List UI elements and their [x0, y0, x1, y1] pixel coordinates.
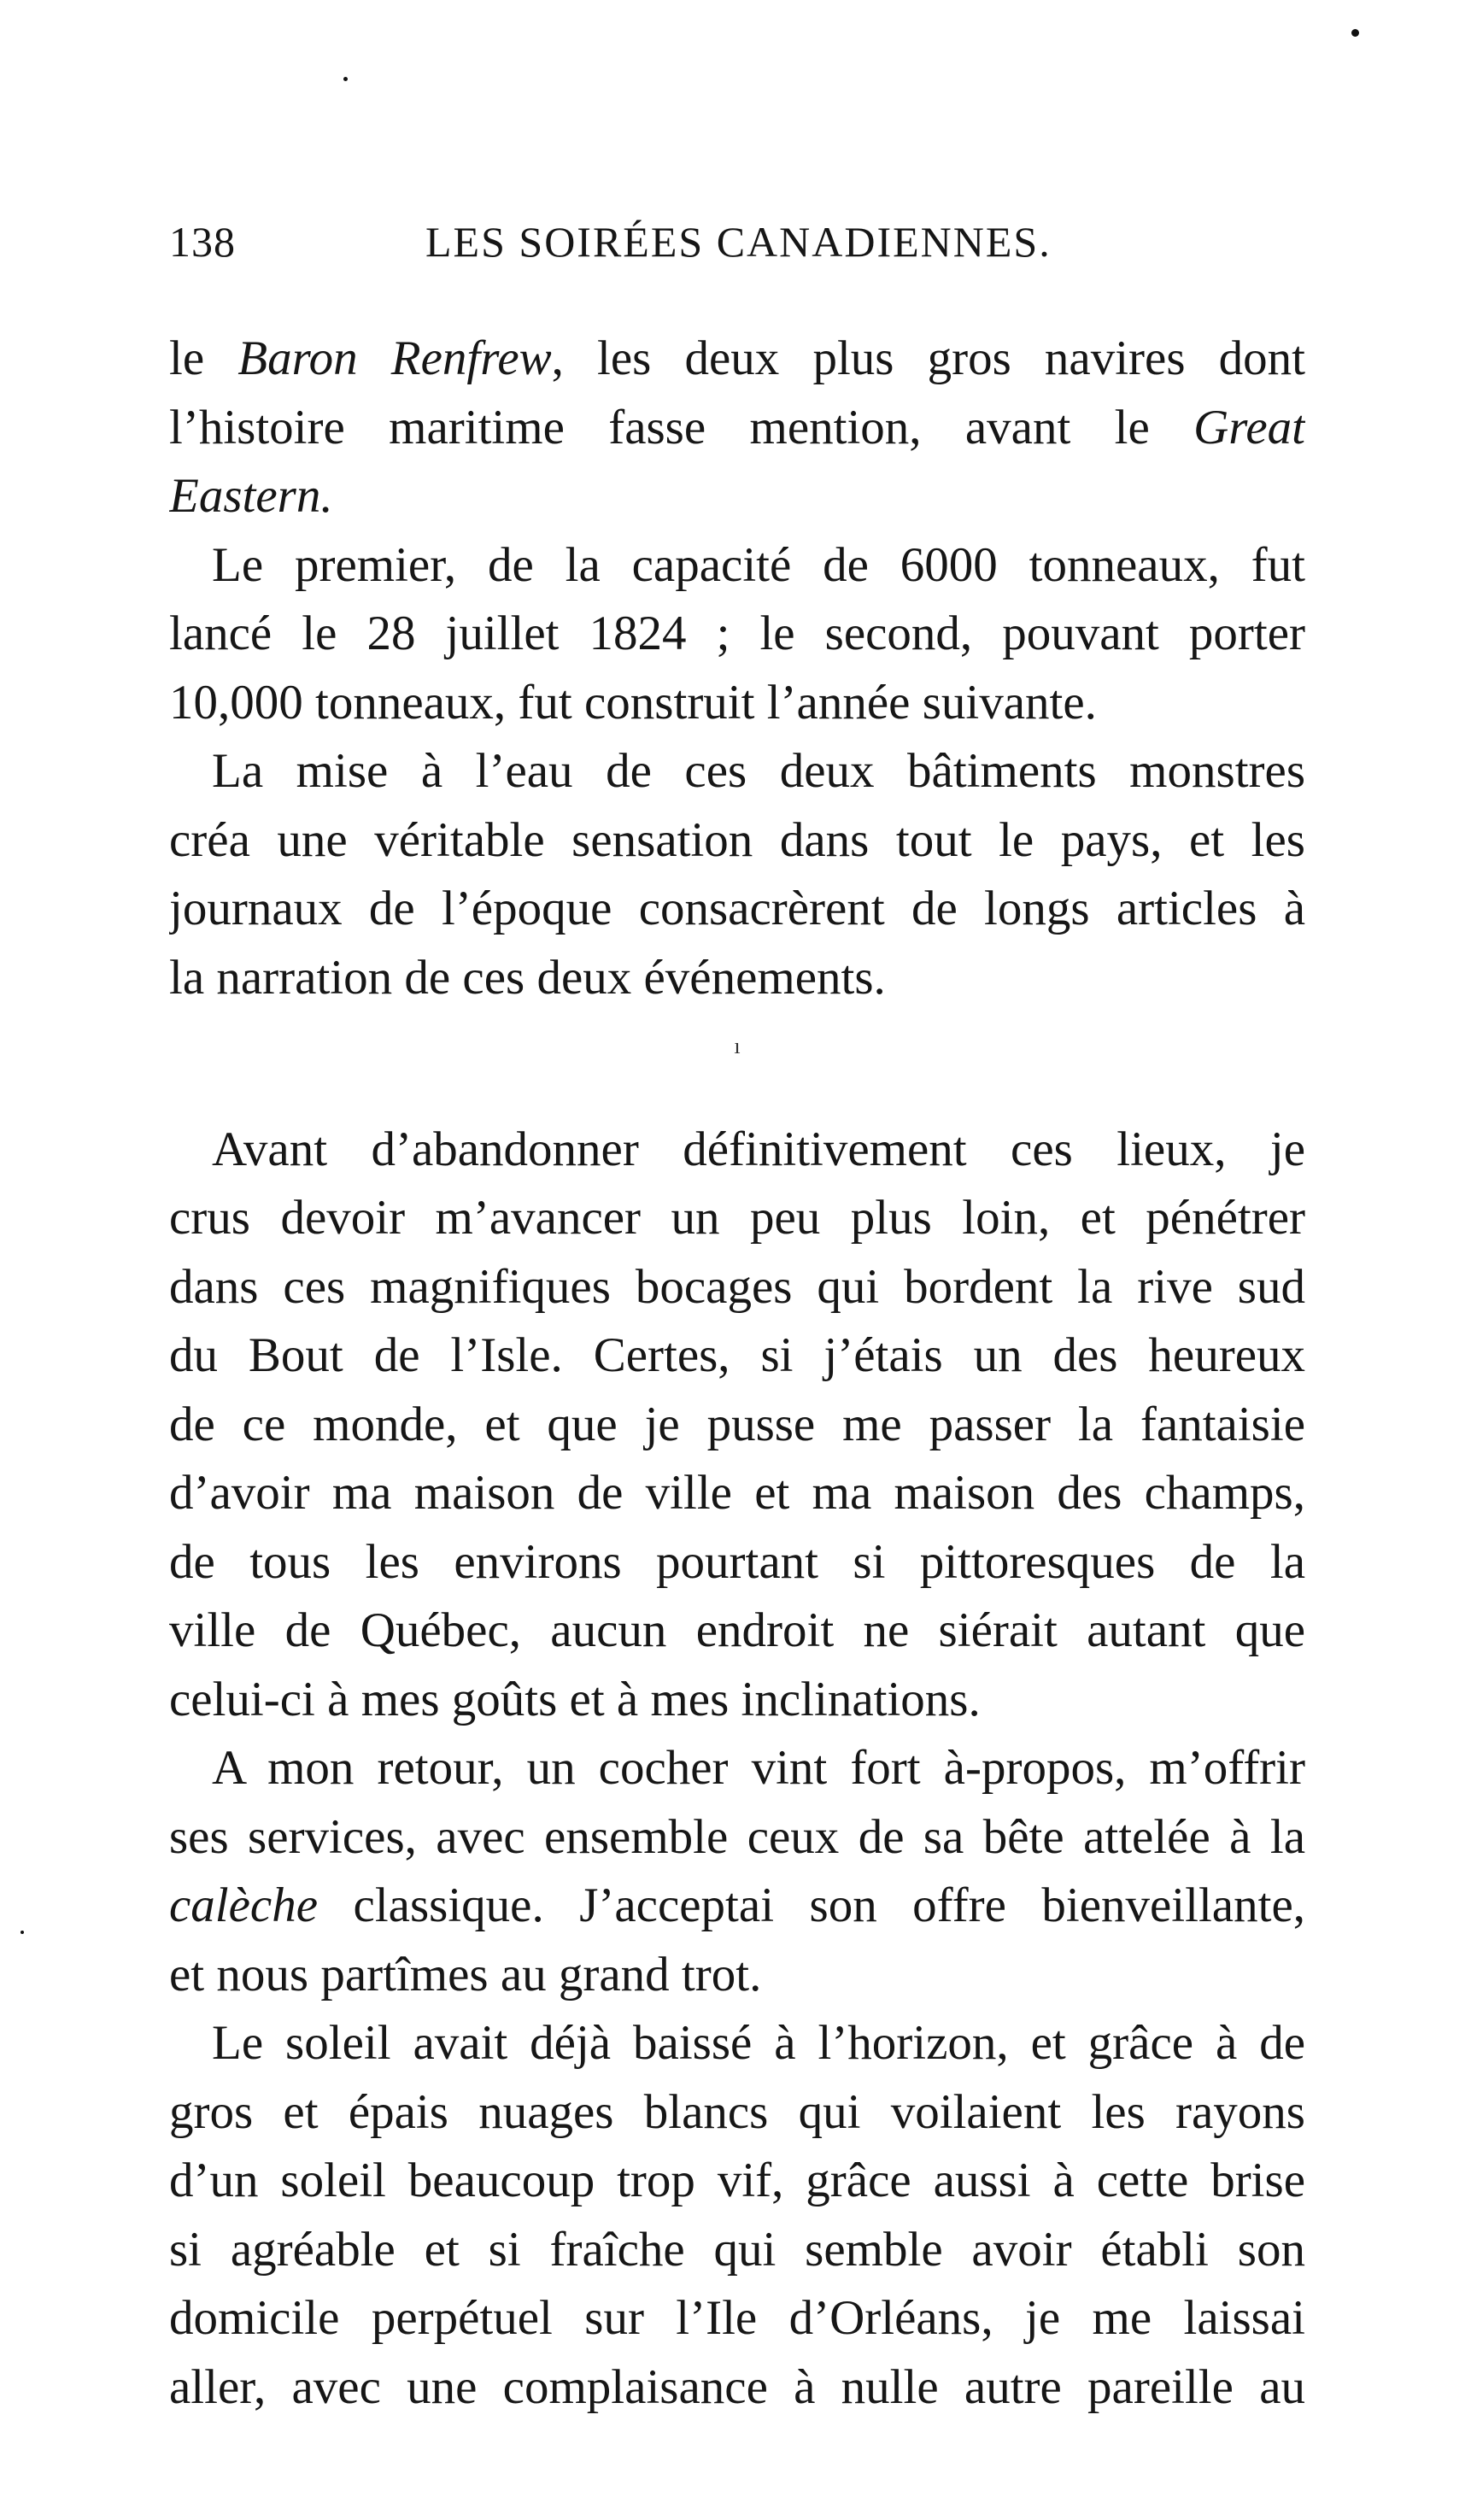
text-line: gros et épais nuages blancs qui voilaient les rayons — [169, 2084, 1305, 2139]
ink-speck — [343, 77, 348, 81]
page-header — [169, 212, 1305, 272]
text-line: si agréable et si fraîche qui semble avoir établi son — [169, 2222, 1305, 2277]
paragraph — [169, 737, 1305, 1012]
text-line: journaux de l’époque consacrèrent de longs articles à — [169, 882, 1305, 935]
text-line: Le premier, de la capacité de 6000 tonneaux, fut — [212, 537, 1305, 592]
text-line: A mon retour, un cocher vint fort à-propos, m’offrir — [212, 1741, 1305, 1795]
ship-name: Baron Renfrew — [237, 331, 552, 385]
section-gap — [169, 1081, 1305, 1116]
text-line: Avant d’abandonner définitivement ces lieux, je — [212, 1122, 1305, 1176]
ink-speck — [21, 1931, 24, 1934]
text-line: domicile perpétuel sur l’Ile d’Orléans, je me laissai — [169, 2291, 1305, 2345]
paragraph — [169, 1734, 1305, 2009]
text-line: dans ces magnifiques bocages qui bordent la rive sud — [169, 1259, 1305, 1314]
text-line: d’un soleil beaucoup trop vif, grâce aussi à cette brise — [169, 2154, 1305, 2207]
text-line: la narration de ces deux événements. — [169, 950, 886, 1005]
paragraph — [169, 531, 1305, 738]
paragraph — [169, 1116, 1305, 1735]
text-line: lancé le 28 juillet 1824 ; le second, pouvant porter — [169, 607, 1305, 660]
text-line: l’histoire maritime fasse mention, avant le Great — [169, 400, 1305, 454]
text-line: crus devoir m’avancer un peu plus loin, et pénétrer — [169, 1191, 1305, 1245]
text-line: et nous partîmes au grand trot. — [169, 1947, 762, 2001]
ship-name: Great — [1193, 400, 1305, 454]
text-line: créa une véritable sensation dans tout le pays, et les — [169, 812, 1305, 867]
text-line: Eastern. — [169, 469, 333, 523]
text-line: de tous les environs pourtant si pittoresques de la — [169, 1534, 1305, 1589]
text-line: celui-ci à mes goûts et à mes inclinations. — [169, 1672, 981, 1726]
text-line: Le soleil avait déjà baissé à l’horizon, et grâce à de — [212, 2016, 1305, 2070]
text-line: de ce monde, et que je pusse me passer la fantaisie — [169, 1397, 1305, 1451]
text-line: du Bout de l’Isle. Certes, si j’étais un des heureux — [169, 1328, 1305, 1382]
ink-speck — [1351, 29, 1359, 37]
text-line: calèche classique. J’acceptai son offre bienveillante, — [169, 1878, 1305, 1932]
body-text — [169, 325, 1305, 2422]
text-line: d’avoir ma maison de ville et ma maison des champs, — [169, 1466, 1305, 1520]
running-title: LES SOIRÉES CANADIENNES. — [425, 218, 1052, 266]
text-line: le Baron Renfrew, les deux plus gros navires dont — [169, 331, 1305, 385]
section-mark: ı — [734, 1034, 741, 1058]
text-line: aller, avec une complaisance à nulle autre pareille au — [169, 2359, 1305, 2414]
paragraph — [169, 325, 1305, 531]
text-line: 10,000 tonneaux, fut construit l’année suivante. — [169, 675, 1097, 730]
paragraph — [169, 2009, 1305, 2422]
text-line: ville de Québec, aucun endroit ne siérait autant que — [169, 1603, 1305, 1657]
text-line: ses services, avec ensemble ceux de sa bête attelée à la — [169, 1809, 1305, 1864]
text-line: La mise à l’eau de ces deux bâtiments monstres — [212, 744, 1305, 798]
page-number: 138 — [169, 218, 236, 266]
carriage-word: calèche — [169, 1878, 319, 1932]
